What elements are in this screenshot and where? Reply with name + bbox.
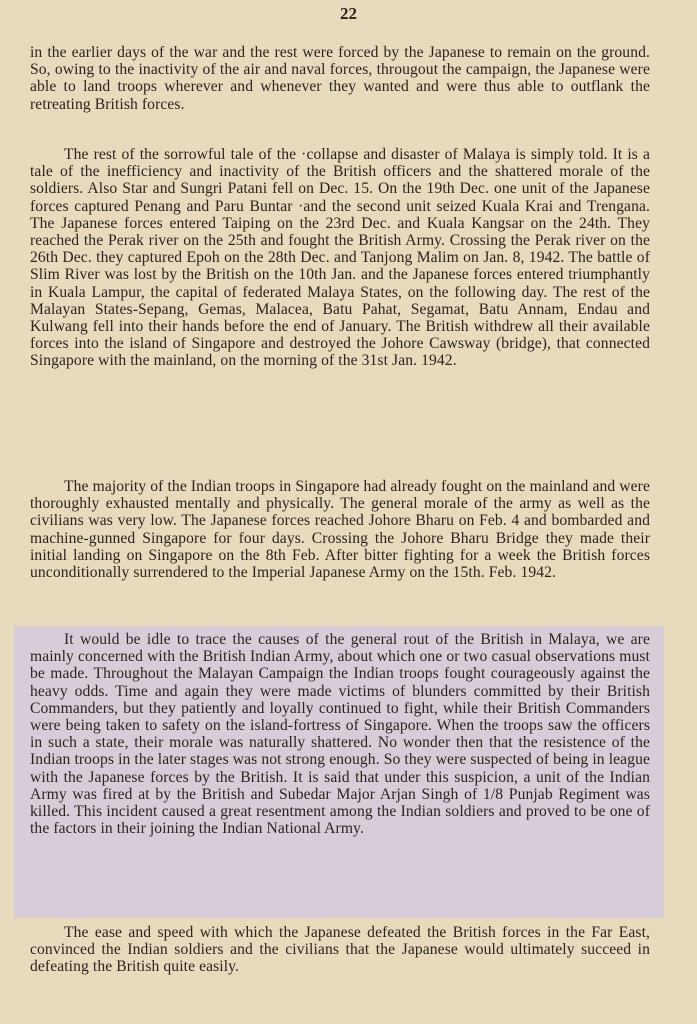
paragraph-5: The ease and speed with which the Japanese defeated the British forces in the Far East, convinced the Indian soldiers and the civilians that the Japanese would ultimately succeed in defeating the British quite easily. — [30, 924, 650, 976]
paragraph-4-highlighted: It would be idle to trace the causes of the general rout of the British in Malaya, we are mainly concerned with the British Indian Army, about which one or two casual observations must be made. Throughout the Malayan Campaign the Indian troops fought courageously against the heavy odds. Time and again they were made victims of blunders committed by their British Commanders, but they patiently and loyally continued to fight, while their British Commanders were being taken to safety on the island-fortress of Singapore. When the troops saw the officers in such a state, their morale was naturally shattered. No wonder then that the resistence of the Indian troops in the later stages was not strong enough. So they were suspected of being in league with the Japanese forces by the British. It is said that under this suspicion, a unit of the Indian Army was fired at by the British and Subedar Major Arjan Singh of 1/8 Punjab Regiment was killed. This incident caused a great resentment among the Indian soldiers and proved to be one of the factors in their joining the Indian National Army. — [30, 631, 650, 838]
paragraph-2: The rest of the sorrowful tale of the ·collapse and disaster of Malaya is simply told. It is a tale of the inefficiency and inactivity of the British officers and the shattered morale of the soldiers. Also Star and Sungri Patani fell on Dec. 15. On the 19th Dec. one unit of the Japanese forces captured Penang and Paru Buntar ·and the second unit seized Kuala Krai and Trengana. The Japanese forces entered Taiping on the 23rd Dec. and Kuala Kangsar on the 24th. They reached the Perak river on the 25th and fought the British Army. Crossing the Perak river on the 26th Dec. they captured Epoh on the 28th Dec. and Tanjong Malim on Jan. 8, 1942. The battle of Slim River was lost by the British on the 10th Jan. and the Japanese forces entered triumphantly in Kuala Lampur, the capital of federated Malaya States, on the following day. The rest of the Malayan States-Sepang, Gemas, Malacea, Batu Pahat, Segamat, Batu Annam, Endau and Kulwang fell into their hands before the end of January. The British withdrew all their available forces into the island of Singapore and destroyed the Johore Cawsway (bridge), that connected Singapore with the mainland, on the morning of the 31st Jan. 1942. — [30, 146, 650, 370]
paragraph-1: in the earlier days of the war and the rest were forced by the Japanese to remain on the ground. So, owing to the inactivity of the air and naval forces, througout the campaign, the Japanese were able to land troops wherever and whenever they wanted and were thus able to outflank the retreating British forces. — [30, 44, 650, 113]
page-number: 22 — [340, 4, 357, 23]
paragraph-3: The majority of the Indian troops in Singapore had already fought on the mainland and were thoroughly exhausted mentally and physically. The general morale of the army as well as the civilians was very low. The Japanese forces reached Johore Bharu on Feb. 4 and bombarded and machine-gunned Singapore for four days. Crossing the Johore Bharu Bridge they made their initial landing on Singapore on the 8th Feb. After bitter fighting for a week the British forces unconditionally surrendered to the Imperial Japanese Army on the 15th. Feb. 1942. — [30, 478, 650, 582]
